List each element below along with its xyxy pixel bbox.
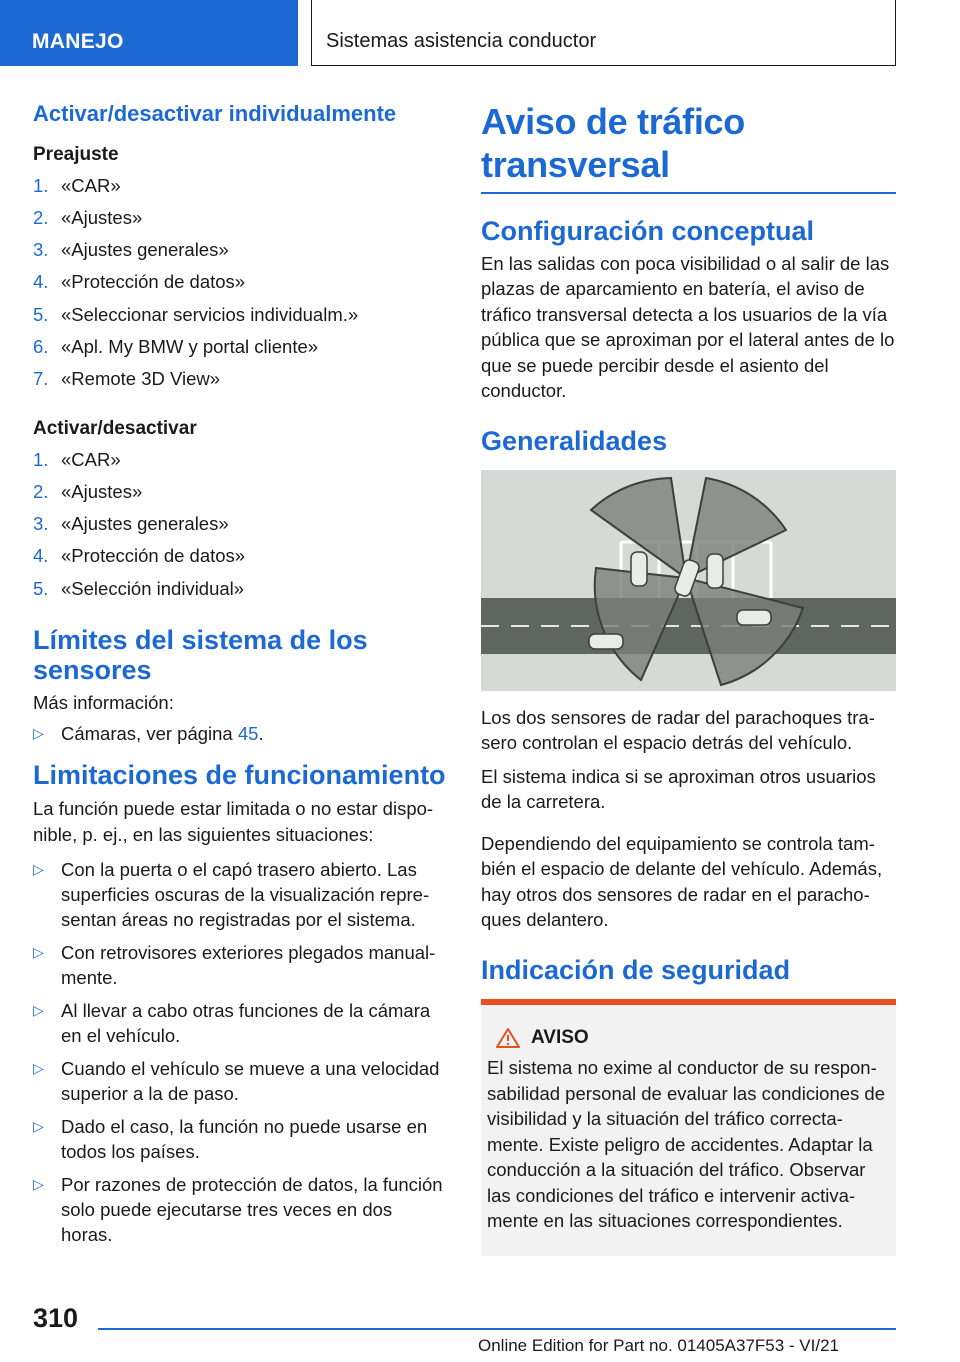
step-number: 4. (33, 545, 49, 567)
step-text: «Protección de datos» (61, 545, 246, 567)
step-number: 5. (33, 303, 49, 325)
page-number: 310 (33, 1303, 79, 1333)
triangle-bullet-icon: ▷ (33, 861, 44, 878)
triangle-bullet-icon: ▷ (33, 725, 44, 742)
list-item-text: Con retrovisores exteriores plegados manualmente. (61, 942, 436, 989)
step-item (33, 444, 448, 476)
step-text: «Remote 3D View» (61, 368, 221, 390)
step-number: 7. (33, 368, 49, 390)
function-intro: La función puede estar limitada o no estar disponible, p. ej., en las siguientes situaciones: (33, 798, 434, 845)
individual-toggle-heading: Activar/desactivar individualmente (33, 101, 397, 126)
step-item (33, 299, 448, 331)
list-item-text: Dado el caso, la función no puede usarse en todos los países. (61, 1116, 428, 1163)
list-item: ▷ Cámaras, ver página 45. (33, 723, 264, 745)
radar-diagram-image (481, 470, 896, 691)
step-text: «Protección de datos» (61, 271, 246, 293)
step-text: «CAR» (61, 448, 121, 470)
list-item (33, 1114, 448, 1164)
section-tab (0, 0, 298, 66)
footer-rule (98, 1328, 896, 1330)
list-item (33, 998, 448, 1048)
warning-title: AVISO (531, 1027, 589, 1049)
step-number: 5. (33, 577, 49, 599)
triangle-bullet-icon: ▷ (33, 1060, 44, 1077)
triangle-bullet-icon: ▷ (33, 1002, 44, 1019)
step-text: «CAR» (61, 174, 121, 196)
preset-steps (33, 170, 448, 396)
step-text: «Ajustes generales» (61, 513, 229, 535)
warning-title-row (495, 1027, 888, 1049)
triangle-bullet-icon: ▷ (33, 1118, 44, 1135)
step-item (33, 170, 448, 202)
triangle-bullet-icon: ▷ (33, 1176, 44, 1193)
list-item (33, 1172, 448, 1247)
paragraph-equipment: Dependiendo del equipamiento se controla también el espacio de delante del vehículo. Además, hay otros dos sensores de radar en el parachoques delantero. (481, 832, 883, 931)
step-text: «Seleccionar servicios individualm.» (61, 303, 359, 325)
step-text: «Ajustes generales» (61, 239, 229, 261)
step-item (33, 202, 448, 234)
limits-list (33, 721, 448, 746)
step-item (33, 476, 448, 508)
more-info: Más información: (33, 691, 174, 713)
edition-note: Online Edition for Part no. 01405A37F53 - VI/21 (478, 1336, 840, 1355)
chapter-title: Sistemas asistencia conductor (326, 30, 597, 52)
page-title: Aviso de tráfico transversal (481, 101, 745, 186)
step-item (33, 363, 448, 395)
step-number: 6. (33, 335, 49, 357)
step-item (33, 331, 448, 363)
step-text: «Selección individual» (61, 577, 245, 599)
paragraph-sensors: Los dos sensores de radar del parachoques trasero controlan el espacio detrás del vehículo. (481, 706, 875, 754)
list-item (33, 940, 448, 990)
function-limits-list (33, 857, 448, 1247)
step-text: «Ajustes» (61, 206, 143, 228)
list-item-text: Por razones de protección de datos, la función solo puede ejecutarse tres veces en dos horas. (61, 1174, 443, 1246)
concept-text: En las salidas con poca visibilidad o al salir de las plazas de aparcamiento en batería, el aviso de tráfico transversal detecta a los usuarios de la vía pública que se aproximan por el lateral antes de lo que se puede percibir desde el asiento del conductor. (481, 252, 895, 402)
limits-heading: Límites del sistema de los sensores (33, 625, 368, 686)
triangle-bullet-icon: ▷ (33, 944, 44, 961)
step-item (33, 508, 448, 540)
general-heading: Generalidades (481, 425, 668, 456)
step-item (33, 573, 448, 605)
warning-box (481, 1005, 896, 1256)
left-column (33, 100, 448, 1255)
step-number: 2. (33, 480, 49, 502)
right-column (481, 100, 896, 1256)
cameras-text: Cámaras, ver página (61, 723, 238, 745)
toggle-heading: Activar/desactivar (33, 417, 197, 439)
step-number: 1. (33, 174, 49, 196)
chapter-header (311, 0, 896, 66)
concept-heading: Configuración conceptual (481, 216, 815, 247)
step-text: «Apl. My BMW y portal cliente» (61, 335, 319, 357)
list-item (33, 857, 448, 932)
warning-triangle-icon (495, 1027, 521, 1049)
function-limits-heading: Limitaciones de funcionamiento (33, 760, 446, 791)
list-item-text: Al llevar a cabo otras funciones de la cámara en el vehículo. (61, 1000, 431, 1047)
safety-heading: Indicación de seguridad (481, 954, 791, 985)
title-rule (481, 192, 896, 194)
step-number: 4. (33, 271, 49, 293)
paragraph-indicates: El sistema indica si se aproximan otros usuarios de la carretera. (481, 765, 876, 813)
page-link[interactable]: 45 (237, 723, 259, 745)
step-number: 1. (33, 448, 49, 470)
list-item-text: Cuando el vehículo se mueve a una velocidad superior a la de paso. (61, 1058, 440, 1105)
step-text: «Ajustes» (61, 480, 143, 502)
warning-text: El sistema no exime al conductor de su responsabilidad personal de evaluar las condiciones de visibilidad y la situación del tráfico correctamente. Existe peligro de accidentes. Adaptar la conducción a la situación del tráfico. Observar las condiciones del tráfico e intervenir activamente en las situaciones correspondientes. (487, 1057, 886, 1232)
step-number: 3. (33, 513, 49, 535)
list-item (33, 1056, 448, 1106)
step-item (33, 540, 448, 572)
step-item (33, 234, 448, 266)
section-label: MANEJO (32, 30, 124, 53)
preset-heading: Preajuste (33, 143, 119, 165)
list-item-text: Con la puerta o el capó trasero abierto. Las superficies oscuras de la visualización representan áreas no registradas por el sistema. (61, 859, 430, 931)
cross-traffic-illustration (481, 470, 896, 691)
step-item (33, 266, 448, 298)
toggle-steps (33, 444, 448, 605)
step-number: 2. (33, 206, 49, 228)
step-number: 3. (33, 239, 49, 261)
